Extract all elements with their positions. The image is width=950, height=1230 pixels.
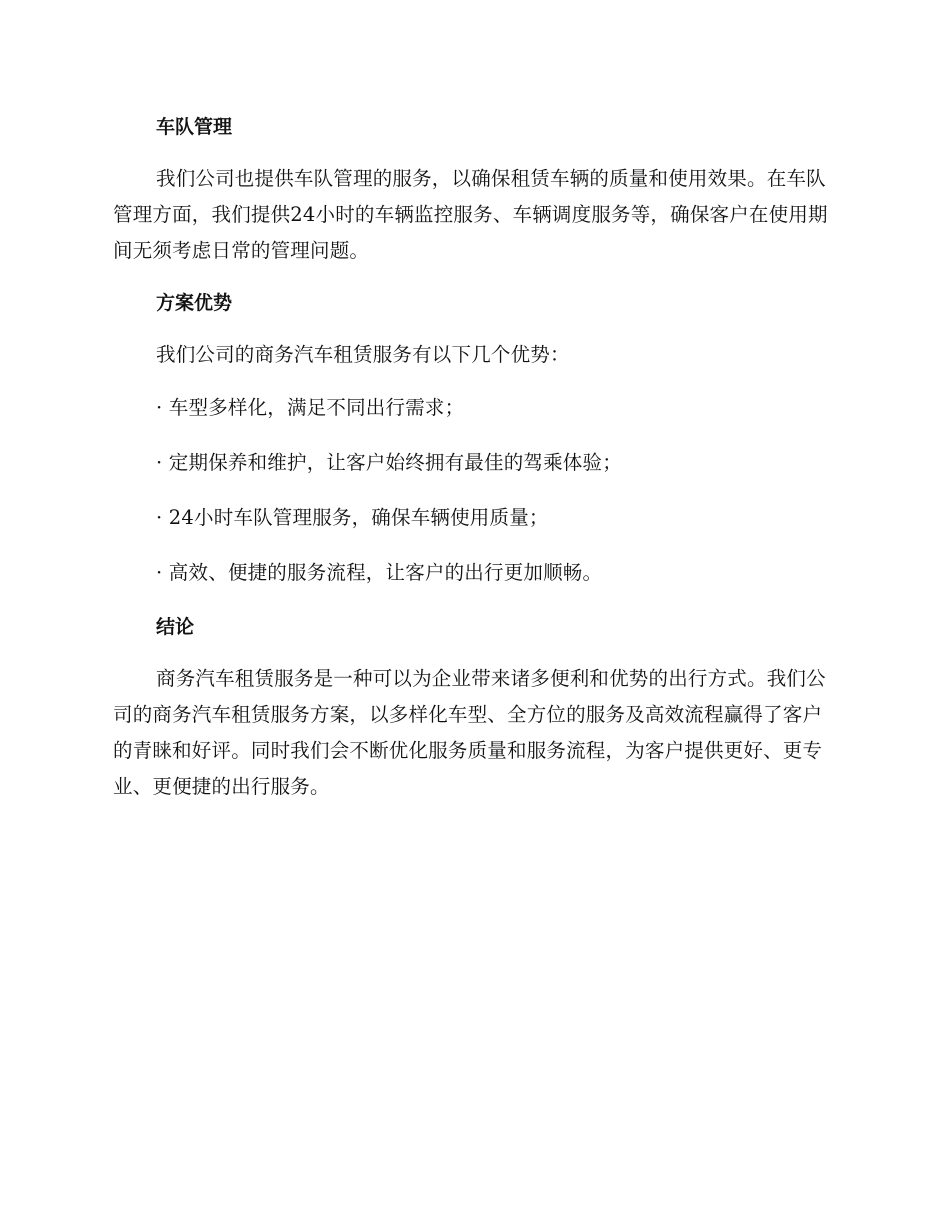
section-heading-conclusion: 结论 (156, 616, 195, 638)
paragraph-fleet-management: 我们公司也提供车队管理的服务，以确保租赁车辆的质量和使用效果。在车队管理方面，我们提供24小时的车辆监控服务、车辆调度服务等，确保客户在使用期间无须考虑日常的管理问题。 (113, 167, 828, 262)
list-item: · 定期保养和维护，让客户始终拥有最佳的驾乘体验； (156, 451, 622, 474)
list-item: · 车型多样化，满足不同出行需求； (156, 396, 465, 419)
list-item: · 高效、便捷的服务流程，让客户的出行更加顺畅。 (156, 561, 603, 584)
section-heading-fleet-management: 车队管理 (156, 116, 233, 138)
list-item: · 24小时车队管理服务，确保车辆使用质量； (156, 506, 549, 529)
paragraph-advantages-intro: 我们公司的商务汽车租赁服务有以下几个优势： (156, 343, 570, 366)
paragraph-conclusion: 商务汽车租赁服务是一种可以为企业带来诸多便利和优势的出行方式。我们公司的商务汽车租赁服务方案，以多样化车型、全方位的服务及高效流程赢得了客户的青睐和好评。同时我们会不断优化服务质量和服务流程，为客户提供更好、更专业、更便捷的出行服务。 (113, 667, 826, 798)
section-heading-advantages: 方案优势 (156, 292, 233, 314)
